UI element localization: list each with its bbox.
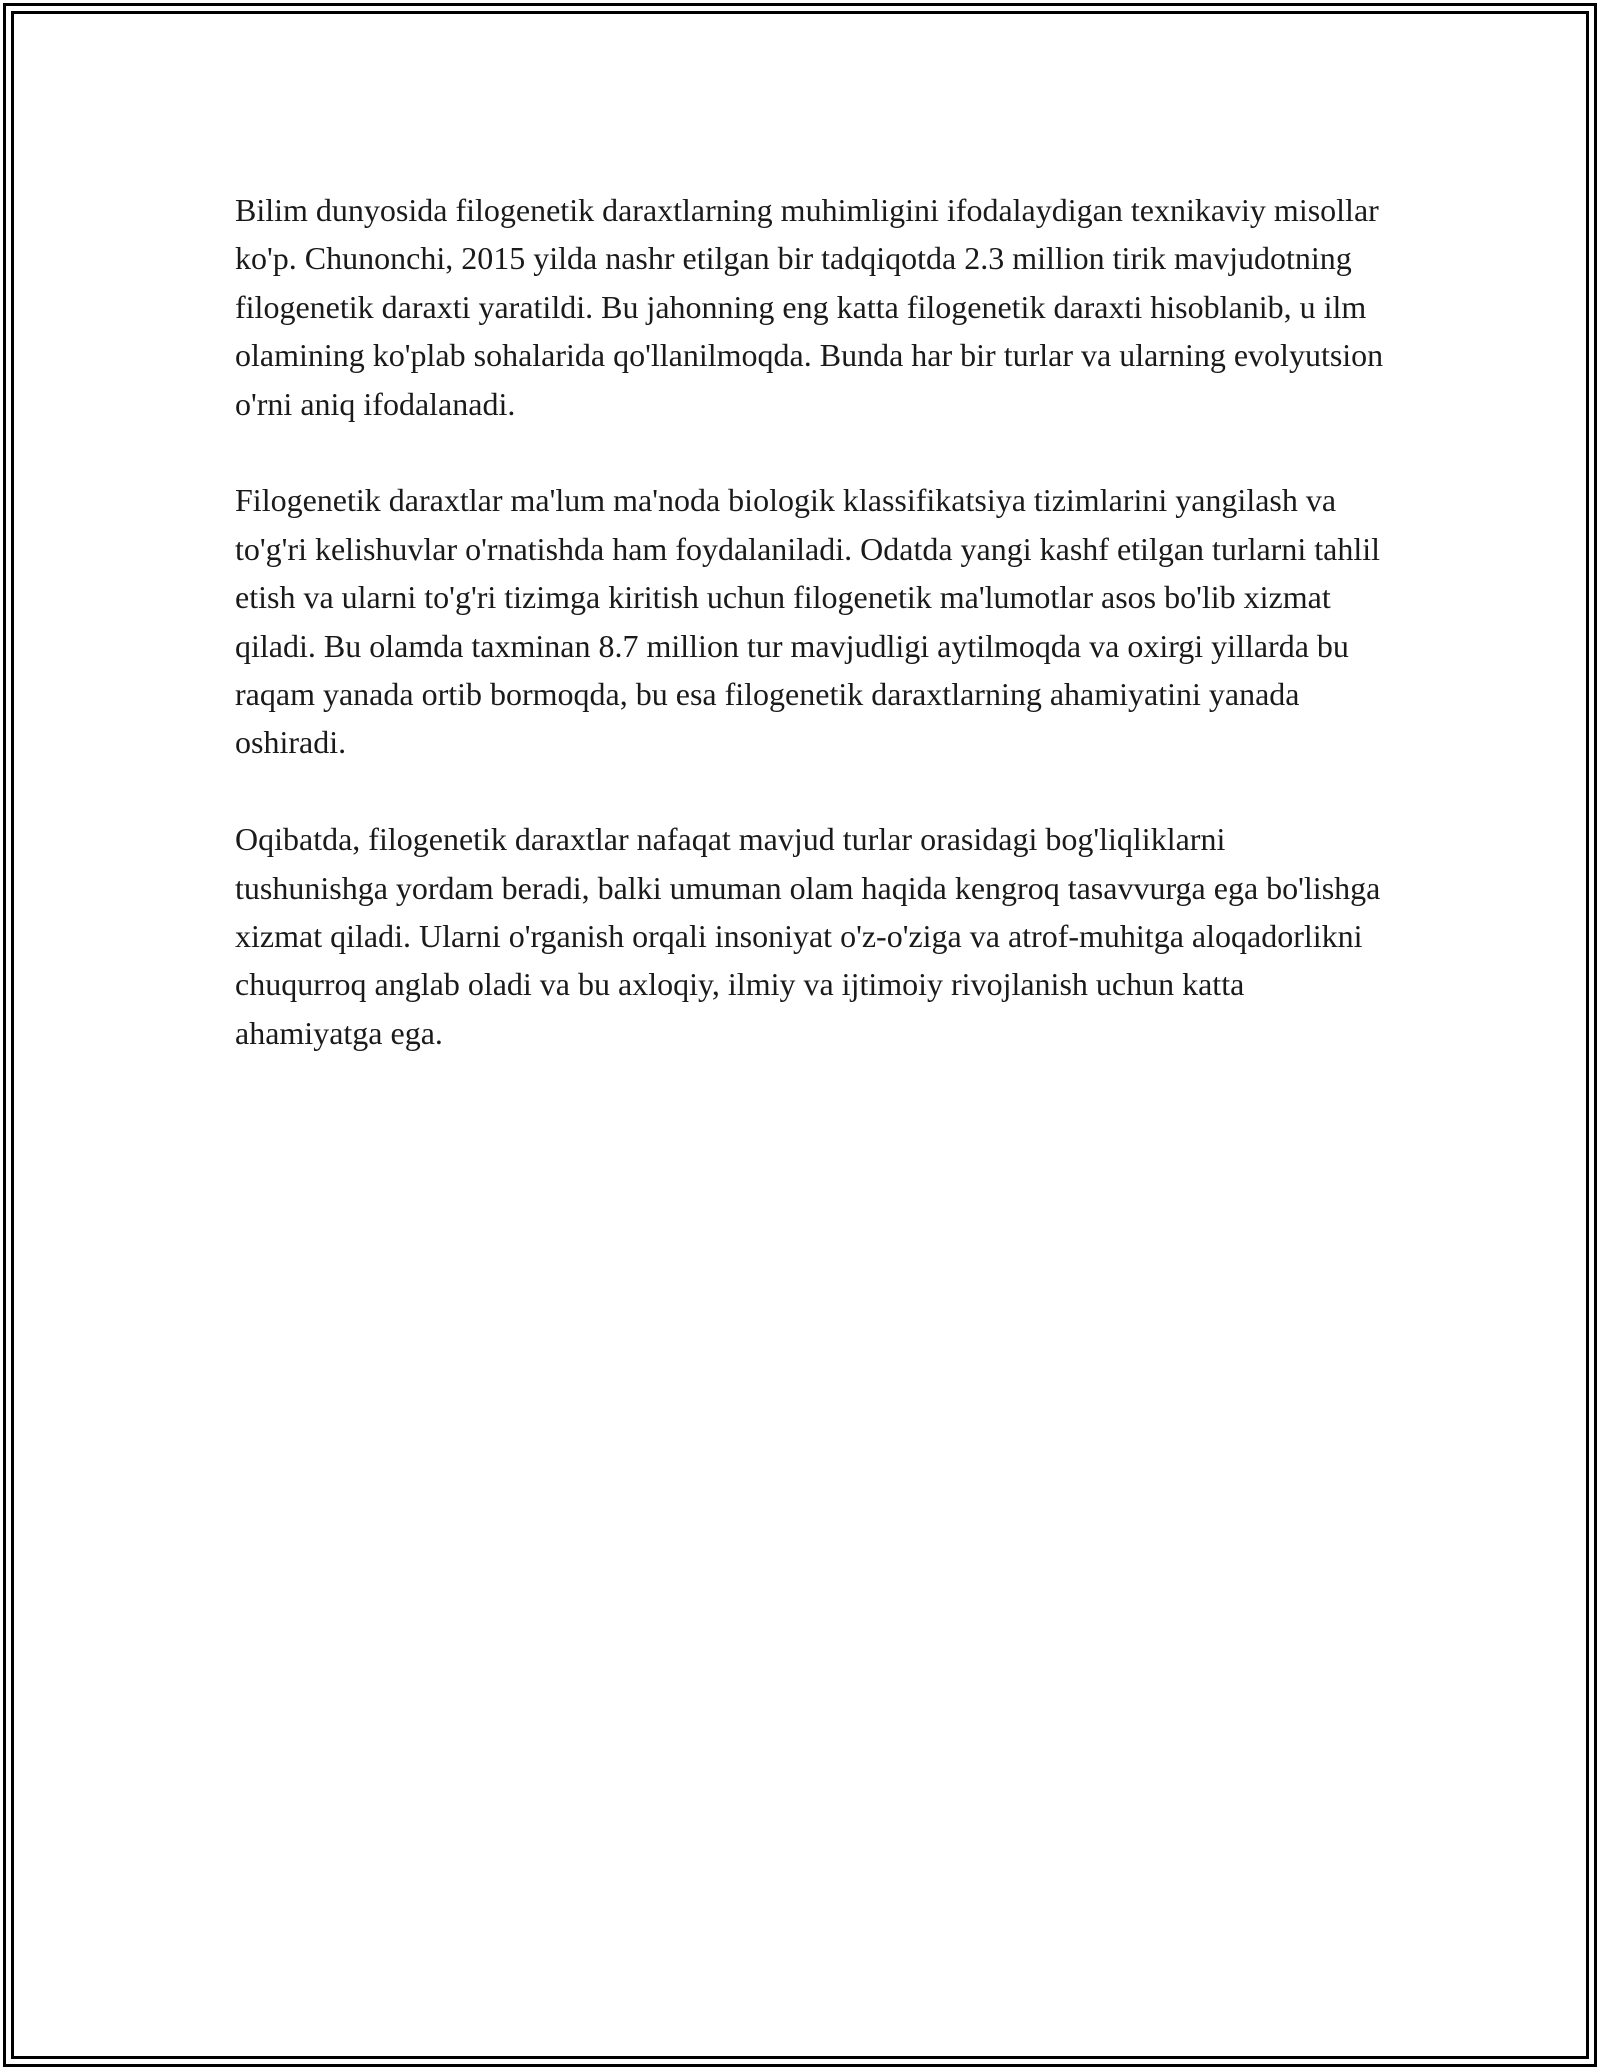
document-body: [235, 186, 1385, 1057]
paragraph-1: Bilim dunyosida filogenetik daraxtlarning muhimligini ifodalaydigan texnikaviy misollar ko'p. Chunonchi, 2015 yilda nashr etilgan bir tadqiqotda 2.3 million tirik mavjudotning filogenetik daraxti yaratildi. Bu jahonning eng katta filogenetik daraxti hisoblanib, u ilm olamining ko'plab sohalarida qo'llanilmoqda. Bunda har bir turlar va ularning evolyutsion o'rni aniq ifodalanadi.: [235, 192, 1384, 422]
paragraph-2: Filogenetik daraxtlar ma'lum ma'noda biologik klassifikatsiya tizimlarini yangilash va to'g'ri kelishuvlar o'rnatishda ham foydalaniladi. Odatda yangi kashf etilgan turlarni tahlil etish va ularni to'g'ri tizimga kiritish uchun filogenetik ma'lumotlar asos bo'lib xizmat qiladi. Bu olamda taxminan 8.7 million tur mavjudligi aytilmoqda va oxirgi yillarda bu raqam yanada ortib bormoqda, bu esa filogenetik daraxtlarning ahamiyatini yanada oshiradi.: [235, 482, 1380, 761]
paragraph-3: Oqibatda, filogenetik daraxtlar nafaqat mavjud turlar orasidagi bog'liqliklarni tushunishga yordam beradi, balki umuman olam haqida kengroq tasavvurga ega bo'lishga xizmat qiladi. Ularni o'rganish orqali insoniyat o'z-o'ziga va atrof-muhitga aloqadorlikni chuqurroq anglab oladi va bu axloqiy, ilmiy va ijtimoiy rivojlanish uchun katta ahamiyatga ega.: [235, 821, 1381, 1051]
